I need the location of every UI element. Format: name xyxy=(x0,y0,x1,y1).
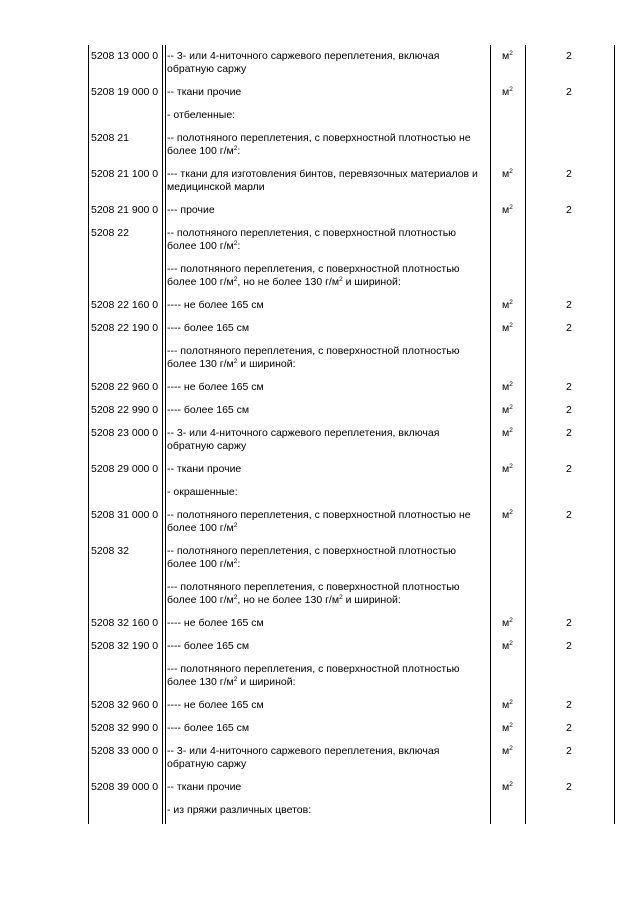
table-row xyxy=(0,804,640,827)
row-description xyxy=(167,322,249,335)
row-rate: 2 xyxy=(566,404,572,416)
description-line: медицинской марли xyxy=(167,181,265,193)
description-line: ---- не более 165 см xyxy=(167,699,264,711)
table-row xyxy=(0,486,640,509)
description-line: -- полотняного переплетения, с поверхностной плотностью не xyxy=(167,509,471,521)
table-row xyxy=(0,617,640,640)
description-line: ---- более 165 см xyxy=(167,722,250,734)
table-row xyxy=(0,781,640,804)
row-unit: $м^2$ xyxy=(502,404,513,416)
table-row xyxy=(0,322,640,345)
row-code: 5208 31 000 0 xyxy=(91,509,159,521)
table-row xyxy=(0,509,640,545)
description-line: более 130 $г/м^2$ и шириной: xyxy=(167,358,296,370)
row-unit: $м^2$ xyxy=(502,381,513,393)
description-line: --- ткани для изготовления бинтов, перевязочных материалов и xyxy=(167,168,478,180)
row-rate: 2 xyxy=(566,699,572,711)
tariff-table xyxy=(0,50,640,827)
row-code: 5208 22 190 0 xyxy=(91,322,159,334)
row-rate: 2 xyxy=(566,168,572,180)
row-description xyxy=(167,699,264,712)
row-rate: 2 xyxy=(566,86,572,98)
row-code: 5208 22 xyxy=(91,227,129,239)
row-code: 5208 19 000 0 xyxy=(91,86,159,98)
row-rate: 2 xyxy=(566,781,572,793)
table-row xyxy=(0,86,640,109)
description-line: ---- более 165 см xyxy=(167,322,250,334)
row-description xyxy=(167,263,460,289)
row-code: 5208 29 000 0 xyxy=(91,463,159,475)
row-description xyxy=(167,545,456,571)
row-unit: $м^2$ xyxy=(502,781,513,793)
row-rate: 2 xyxy=(566,640,572,652)
row-code: 5208 13 000 0 xyxy=(91,50,159,62)
row-description xyxy=(167,168,478,194)
description-line: более 100 $г/м^2$: xyxy=(167,145,241,157)
row-description xyxy=(167,204,215,217)
table-row xyxy=(0,427,640,463)
description-line: ---- более 165 см xyxy=(167,404,250,416)
row-description xyxy=(167,463,241,476)
description-line: --- полотняного переплетения, с поверхностной плотностью xyxy=(167,663,460,675)
row-rate: 2 xyxy=(566,427,572,439)
table-row xyxy=(0,722,640,745)
row-code: 5208 39 000 0 xyxy=(91,781,159,793)
row-description xyxy=(167,581,460,607)
row-description xyxy=(167,509,471,535)
table-row xyxy=(0,50,640,86)
row-description xyxy=(167,617,264,630)
description-line: -- полотняного переплетения, с поверхностной плотностью xyxy=(167,545,457,557)
table-row xyxy=(0,109,640,132)
table-row xyxy=(0,263,640,299)
table-row xyxy=(0,463,640,486)
description-line: - отбеленные: xyxy=(167,109,236,121)
row-description xyxy=(167,86,241,99)
description-line: более 100 $г/м^2$: xyxy=(167,558,241,570)
description-line: -- 3- или 4-ниточного саржевого переплетения, включая xyxy=(167,50,440,62)
row-description xyxy=(167,640,249,653)
row-unit: $м^2$ xyxy=(502,745,513,757)
row-code: 5208 22 160 0 xyxy=(91,299,159,311)
table-row xyxy=(0,404,640,427)
row-rate: 2 xyxy=(566,381,572,393)
row-description xyxy=(167,132,471,158)
table-row xyxy=(0,581,640,617)
row-unit: $м^2$ xyxy=(502,509,513,521)
description-line: более 100 $г/м^2$ xyxy=(167,522,238,534)
table-row xyxy=(0,299,640,322)
description-line: -- ткани прочие xyxy=(167,86,242,98)
description-line: более 100 $г/м^2$: xyxy=(167,240,241,252)
row-rate: 2 xyxy=(566,463,572,475)
row-description xyxy=(167,427,439,453)
description-line: более 100 $г/м^2$, но не более 130 $г/м^2$ и шириной: xyxy=(167,594,401,606)
row-description xyxy=(167,345,460,371)
table-row xyxy=(0,345,640,381)
table-row xyxy=(0,745,640,781)
description-line: - окрашенные: xyxy=(167,486,238,498)
table-row xyxy=(0,699,640,722)
row-description xyxy=(167,781,241,794)
description-line: --- прочие xyxy=(167,204,215,216)
row-rate: 2 xyxy=(566,509,572,521)
row-unit: $м^2$ xyxy=(502,86,513,98)
row-rate: 2 xyxy=(566,204,572,216)
row-code: 5208 32 xyxy=(91,545,129,557)
row-description xyxy=(167,404,249,417)
description-line: -- ткани прочие xyxy=(167,463,242,475)
table-row xyxy=(0,204,640,227)
row-unit: $м^2$ xyxy=(502,427,513,439)
row-unit: $м^2$ xyxy=(502,699,513,711)
description-line: --- полотняного переплетения, с поверхностной плотностью xyxy=(167,345,460,357)
description-line: - из пряжи различных цветов: xyxy=(167,804,312,816)
row-code: 5208 23 000 0 xyxy=(91,427,159,439)
description-line: ---- не более 165 см xyxy=(167,381,264,393)
row-code: 5208 32 160 0 xyxy=(91,617,159,629)
row-unit: $м^2$ xyxy=(502,204,513,216)
row-unit: $м^2$ xyxy=(502,299,513,311)
row-rate: 2 xyxy=(566,617,572,629)
description-line: более 130 $г/м^2$ и шириной: xyxy=(167,676,296,688)
row-description xyxy=(167,804,311,817)
row-unit: $м^2$ xyxy=(502,168,513,180)
row-unit: $м^2$ xyxy=(502,322,513,334)
row-description xyxy=(167,299,264,312)
table-row xyxy=(0,168,640,204)
description-line: --- полотняного переплетения, с поверхностной плотностью xyxy=(167,263,460,275)
row-rate: 2 xyxy=(566,745,572,757)
table-row xyxy=(0,132,640,168)
row-unit: $м^2$ xyxy=(502,722,513,734)
row-code: 5208 32 190 0 xyxy=(91,640,159,652)
row-code: 5208 32 990 0 xyxy=(91,722,159,734)
description-line: --- полотняного переплетения, с поверхностной плотностью xyxy=(167,581,460,593)
description-line: -- полотняного переплетения, с поверхностной плотностью xyxy=(167,227,457,239)
row-description xyxy=(167,486,238,499)
row-description xyxy=(167,722,249,735)
description-line: ---- не более 165 см xyxy=(167,299,264,311)
description-line: обратную саржу xyxy=(167,440,247,452)
row-description xyxy=(167,381,264,394)
description-line: ---- более 165 см xyxy=(167,640,250,652)
row-unit: $м^2$ xyxy=(502,50,513,62)
table-row xyxy=(0,640,640,663)
row-description xyxy=(167,50,439,76)
row-code: 5208 32 960 0 xyxy=(91,699,159,711)
row-code: 5208 21 xyxy=(91,132,129,144)
table-row xyxy=(0,227,640,263)
row-rate: 2 xyxy=(566,50,572,62)
description-line: -- 3- или 4-ниточного саржевого переплетения, включая xyxy=(167,427,440,439)
row-code: 5208 33 000 0 xyxy=(91,745,159,757)
description-line: -- 3- или 4-ниточного саржевого переплетения, включая xyxy=(167,745,440,757)
row-code: 5208 22 960 0 xyxy=(91,381,159,393)
row-code: 5208 22 990 0 xyxy=(91,404,159,416)
table-row xyxy=(0,381,640,404)
row-unit: $м^2$ xyxy=(502,640,513,652)
description-line: обратную саржу xyxy=(167,63,247,75)
row-rate: 2 xyxy=(566,722,572,734)
row-description xyxy=(167,109,235,122)
row-description xyxy=(167,663,460,689)
table-row xyxy=(0,545,640,581)
row-code: 5208 21 900 0 xyxy=(91,204,159,216)
row-rate: 2 xyxy=(566,322,572,334)
row-description xyxy=(167,745,439,771)
description-line: ---- не более 165 см xyxy=(167,617,264,629)
description-line: обратную саржу xyxy=(167,758,247,770)
row-description xyxy=(167,227,456,253)
row-unit: $м^2$ xyxy=(502,463,513,475)
row-unit: $м^2$ xyxy=(502,617,513,629)
row-code: 5208 21 100 0 xyxy=(91,168,159,180)
description-line: -- полотняного переплетения, с поверхностной плотностью не xyxy=(167,132,471,144)
description-line: -- ткани прочие xyxy=(167,781,242,793)
row-rate: 2 xyxy=(566,299,572,311)
table-row xyxy=(0,663,640,699)
description-line: более 100 $г/м^2$, но не более 130 $г/м^2$ и шириной: xyxy=(167,276,401,288)
